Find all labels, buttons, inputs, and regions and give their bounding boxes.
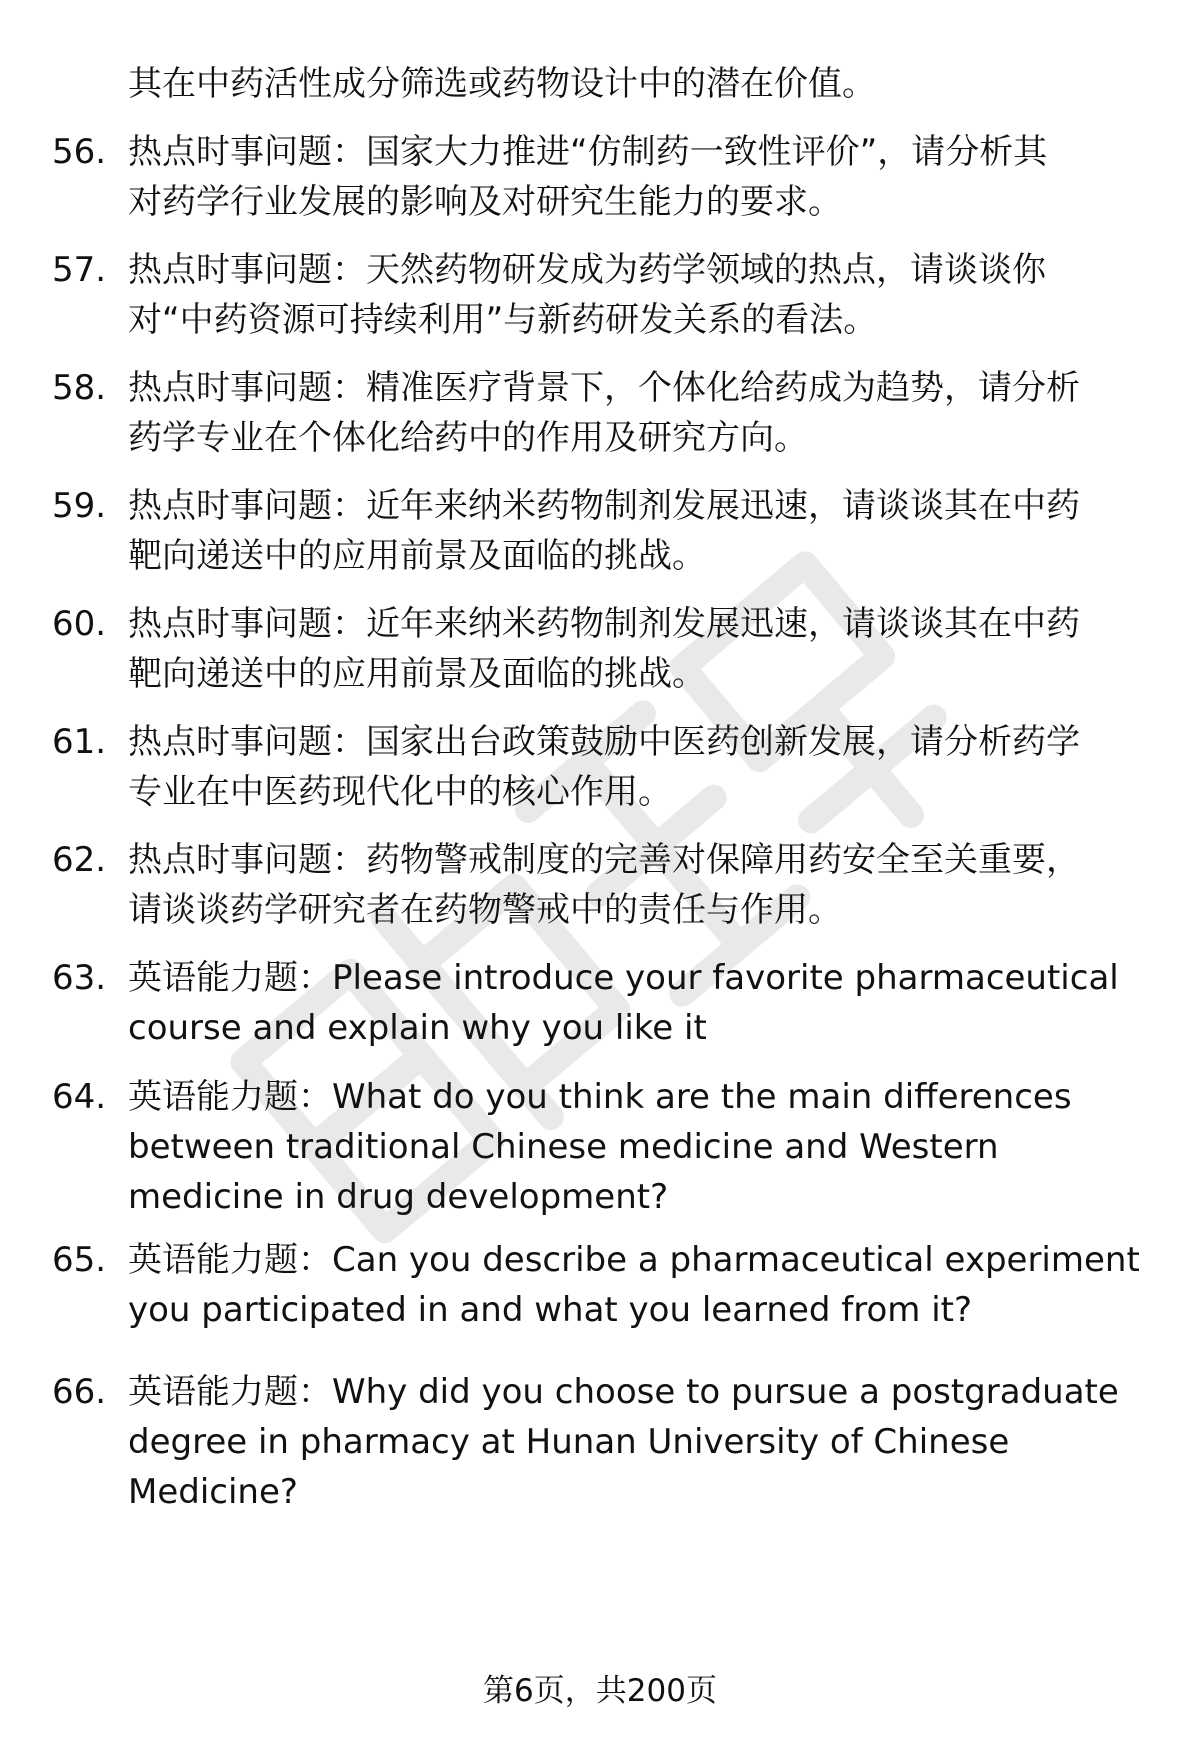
question-text (128, 835, 1080, 935)
question-line: Medicine? (128, 1472, 298, 1512)
question-line: 专业在中医药现代化中的核心作用。 (128, 772, 672, 812)
question-number: 63. (52, 958, 107, 998)
question-number: 64. (52, 1077, 107, 1117)
question-line: 热点时事问题：近年来纳米药物制剂发展迅速，请谈谈其在中药 (128, 486, 1080, 526)
question-text (128, 953, 1119, 1053)
question-line: 热点时事问题：药物警戒制度的完善对保障用药安全至关重要， (128, 840, 1080, 880)
question-number: 57. (52, 250, 107, 290)
question-line: degree in pharmacy at Hunan University of Chinese (128, 1422, 1010, 1462)
question-line: between traditional Chinese medicine and Western (128, 1127, 999, 1167)
question-line: 热点时事问题：天然药物研发成为药学领域的热点，请谈谈你 (128, 250, 1046, 290)
question-line: 药学专业在个体化给药中的作用及研究方向。 (128, 418, 808, 458)
question-text (128, 1072, 1072, 1222)
question-line: you participated in and what you learned from it? (128, 1290, 973, 1330)
question-line: 英语能力题：Please introduce your favorite pharmaceutical (128, 958, 1119, 998)
question-text (128, 717, 1080, 817)
question-number: 60. (52, 604, 107, 644)
question-line: 对药学行业发展的影响及对研究生能力的要求。 (128, 182, 842, 222)
question-line: 热点时事问题：国家大力推进“仿制药一致性评价”，请分析其 (128, 132, 1048, 172)
question-text (128, 1367, 1119, 1517)
question-line: 热点时事问题：国家出台政策鼓励中医药创新发展，请分析药学 (128, 722, 1080, 762)
question-line: 英语能力题：Can you describe a pharmaceutical experiment (128, 1240, 1140, 1280)
question-text (128, 245, 1046, 345)
question-text (128, 127, 1047, 227)
question-line: 英语能力题：What do you think are the main differences (128, 1077, 1072, 1117)
question-text (128, 363, 1080, 463)
question-line: 英语能力题：Why did you choose to pursue a postgraduate (128, 1372, 1119, 1412)
question-line: 靶向递送中的应用前景及面临的挑战。 (128, 536, 706, 576)
question-number: 59. (52, 486, 107, 526)
page-number-footer: 第6页，共200页 (483, 1673, 717, 1709)
question-number: 58. (52, 368, 107, 408)
question-number: 66. (52, 1372, 107, 1412)
question-line: medicine in drug development? (128, 1177, 669, 1217)
continuation-text: 其在中药活性成分筛选或药物设计中的潜在价值。 (128, 64, 876, 104)
question-text (128, 599, 1080, 699)
question-number: 56. (52, 132, 107, 172)
question-number: 61. (52, 722, 107, 762)
question-line: course and explain why you like it (128, 1008, 707, 1048)
question-line: 热点时事问题：近年来纳米药物制剂发展迅速，请谈谈其在中药 (128, 604, 1080, 644)
question-line: 对“中药资源可持续利用”与新药研发关系的看法。 (128, 300, 878, 340)
question-line: 请谈谈药学研究者在药物警戒中的责任与作用。 (128, 890, 842, 930)
question-text (128, 1235, 1140, 1335)
question-line: 热点时事问题：精准医疗背景下，个体化给药成为趋势，请分析 (128, 368, 1080, 408)
question-number: 65. (52, 1240, 107, 1280)
question-number: 62. (52, 840, 107, 880)
question-text (128, 481, 1080, 581)
question-line: 靶向递送中的应用前景及面临的挑战。 (128, 654, 706, 694)
